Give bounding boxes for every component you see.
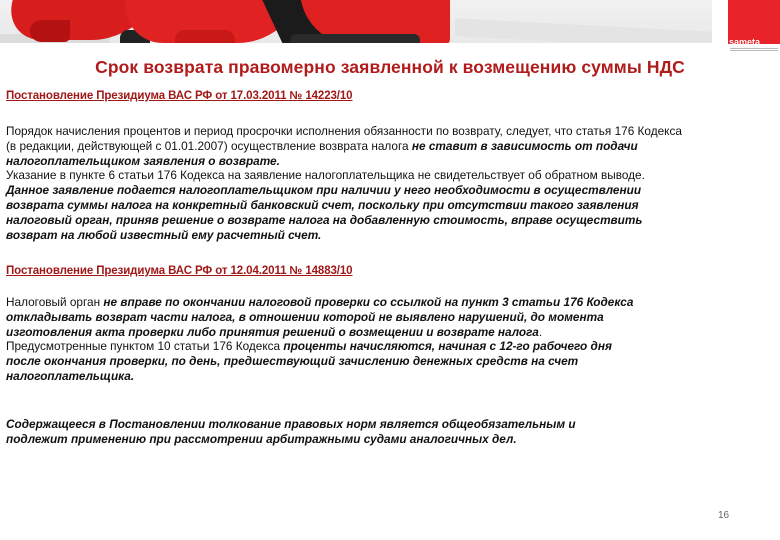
text-line — [6, 369, 778, 384]
text-line — [6, 213, 778, 228]
text-span: Порядок начисления процентов и период просрочки исполнения обязанности по возврату, следует, что статья 176 Кодекса — [6, 124, 682, 138]
slide-title: Срок возврата правомерно заявленной к возмещению суммы НДС — [95, 57, 685, 77]
red-chair-shape — [175, 30, 235, 43]
text-line — [6, 310, 778, 325]
emphasis-span: после окончания проверки, по день, предшествующий зачислению денежных средств на счет — [6, 354, 579, 369]
text-line: подлежит применению при рассмотрении арбитражными судами аналогичных дел. — [6, 431, 517, 446]
text-line — [6, 228, 778, 243]
text-line — [6, 124, 778, 139]
text-span: (в редакции, действующей с 01.01.2007) осуществление возврата налога — [6, 138, 412, 153]
emphasis-span: возврат на любой известный ему расчетный счет. — [6, 227, 322, 242]
text-line — [6, 154, 778, 169]
logo-text: sameta — [729, 38, 761, 47]
logo-tagline — [730, 47, 778, 53]
emphasis-span: проценты начисляются, начиная с 12-го рабочего дня — [283, 339, 612, 354]
text-line — [6, 325, 778, 340]
emphasis-span: налоговый орган, приняв решение о возврате налога на добавленную стоимость, вправе осуществить — [6, 212, 643, 227]
emphasis-span: возврата суммы налога на конкретный банковский счет, поскольку при отсутствии такого заявления — [6, 197, 639, 212]
emphasis-span: откладывать возврат части налога, в отношении которой не выявлено нарушений, до момента — [6, 309, 604, 324]
ruling-heading-2: Постановление Президиума ВАС РФ от 12.04.2011 № 14883/10 — [6, 265, 353, 277]
text-line — [6, 168, 778, 183]
ruling-body-2 — [6, 295, 778, 384]
header-banner-photo — [0, 0, 712, 43]
red-chair-shape — [30, 20, 70, 42]
text-line — [6, 354, 778, 369]
text-line — [6, 198, 778, 213]
emphasis-span: не вправе по окончании налоговой проверки со ссылкой на пункт 3 статьи 176 Кодекса — [103, 295, 634, 309]
text-line — [6, 183, 778, 198]
conclusion-text — [6, 417, 778, 447]
text-line — [6, 339, 778, 354]
wall-shadow-shape — [455, 18, 712, 43]
emphasis-span: изготовления акта проверки либо принятия решений о возмещении и возврате налога — [6, 324, 539, 339]
emphasis-span: налогоплательщика. — [6, 368, 135, 383]
ruling-body-1 — [6, 124, 778, 242]
emphasis-span: Данное заявление подается налогоплательщиком при наличии у него необходимости в осуществлении — [6, 183, 642, 198]
emphasis-span: налогоплательщиком заявления о возврате. — [6, 153, 280, 168]
text-line: Содержащееся в Постановлении толкование правовых норм является общеобязательным и — [6, 417, 576, 431]
text-span: Предусмотренные пунктом 10 статьи 176 Кодекса — [6, 339, 284, 354]
text-line — [6, 139, 778, 154]
text-span: Налоговый орган — [6, 295, 104, 309]
text-span: . — [538, 324, 543, 339]
text-span: Указание в пункте 6 статьи 176 Кодекса на заявление налогоплательщика не свидетельствует об обратном выводе. — [6, 168, 645, 183]
chair-base-shape — [290, 34, 420, 43]
ruling-heading-1: Постановление Президиума ВАС РФ от 17.03.2011 № 14223/10 — [6, 90, 353, 102]
page-number: 16 — [718, 510, 730, 521]
text-line — [6, 295, 778, 310]
emphasis-span: не ставит в зависимость от подачи — [411, 138, 638, 153]
